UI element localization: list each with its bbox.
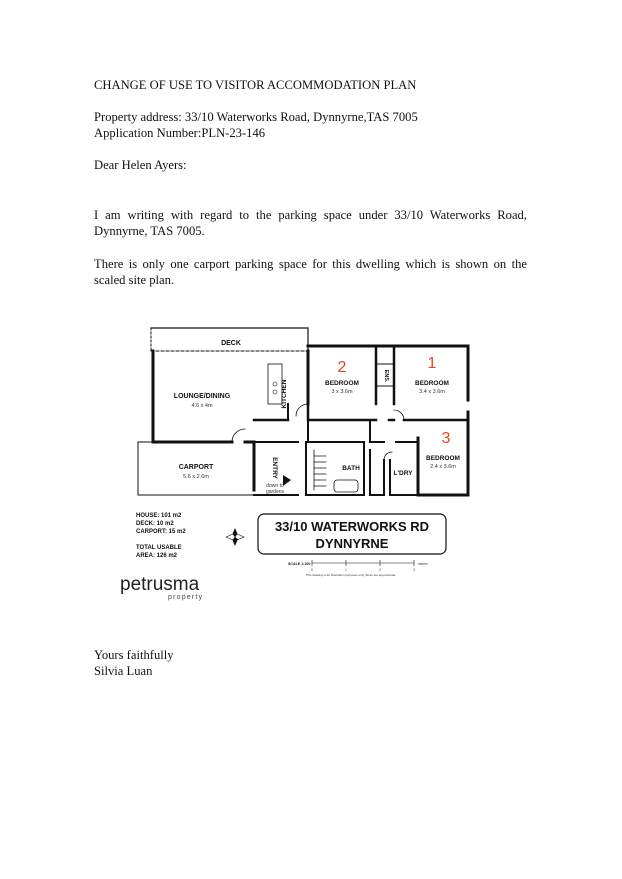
address-box-line-2: DYNNYRNE [315, 536, 389, 551]
room-entry: ENTRY [271, 457, 278, 479]
room-bedroom-3-size: 2.4 x 3.6m [430, 464, 456, 470]
gardens-label: gardens [265, 489, 285, 495]
scale-tick-3: 3 [413, 568, 415, 572]
area-carport: CARPORT: 15 m2 [136, 529, 186, 535]
area-house: HOUSE: 101 m2 [136, 513, 182, 519]
bedroom-2-number: 2 [337, 359, 347, 376]
room-bedroom-1-size: 3.4 x 3.6m [419, 389, 445, 395]
scale-unit: metres [418, 562, 428, 566]
area-deck: DECK: 10 m2 [136, 521, 174, 527]
area-total-line-1: TOTAL USABLE [136, 545, 182, 551]
floor-plan [120, 320, 488, 605]
down-to-label: down to [266, 483, 284, 489]
room-bedroom-2: BEDROOM [325, 380, 359, 387]
scale-bar [288, 560, 428, 577]
brand-sub: property [168, 594, 204, 601]
scale-tick-0: 0 [311, 568, 313, 572]
room-bath: BATH [342, 465, 360, 472]
bedroom-1-number: 1 [427, 355, 437, 372]
room-carport-size: 5.6 x 2.6m [183, 474, 209, 480]
paragraph-2-line-1: There is only one carport parking space for this dwelling which is shown on the [94, 257, 527, 271]
room-laundry: L'DRY [393, 470, 413, 477]
room-bedroom-2-size: 3 x 3.6m [331, 389, 353, 395]
salutation: Dear Helen Ayers: [94, 158, 187, 172]
application-number: Application Number:PLN-23-146 [94, 126, 266, 140]
room-deck: DECK [221, 340, 241, 347]
room-kitchen: KITCHEN [281, 379, 288, 409]
signature-name: Silvia Luan [94, 664, 153, 678]
area-summary [136, 513, 186, 559]
scale-tick-1: 1 [345, 568, 347, 572]
scale-label: SCALE 1:100 [288, 562, 311, 566]
stair-arrow-icon [283, 475, 291, 486]
bedroom-3-number: 3 [441, 430, 451, 447]
address-box-line-1: 33/10 WATERWORKS RD [274, 519, 430, 534]
room-lounge: LOUNGE/DINING [173, 393, 231, 400]
letter-title: CHANGE OF USE TO VISITOR ACCOMMODATION PLAN [94, 78, 417, 92]
room-bedroom-1: BEDROOM [415, 380, 449, 387]
room-carport: CARPORT [178, 464, 214, 471]
paragraph-1-line-2: Dynnyrne, TAS 7005. [94, 224, 205, 238]
brand-logo: petrusma [120, 574, 200, 595]
property-address: Property address: 33/10 Waterworks Road, Dynnyrne,TAS 7005 [94, 110, 418, 124]
compass-icon [226, 528, 244, 546]
room-lounge-size: 4.6 x 4m [191, 403, 213, 409]
scale-disclaimer: This drawing is for illustration purposes only. Sizes are approximate. [305, 573, 397, 577]
scale-tick-2: 2 [379, 568, 381, 572]
room-ensuite: ENS. [383, 369, 389, 383]
paragraph-2-line-2: scaled site plan. [94, 273, 175, 287]
closing: Yours faithfully [94, 648, 174, 662]
area-total-line-2: AREA: 126 m2 [136, 553, 178, 559]
paragraph-1-line-1: I am writing with regard to the parking space under 33/10 Waterworks Road, [94, 208, 527, 222]
room-bedroom-3: BEDROOM [426, 455, 460, 462]
